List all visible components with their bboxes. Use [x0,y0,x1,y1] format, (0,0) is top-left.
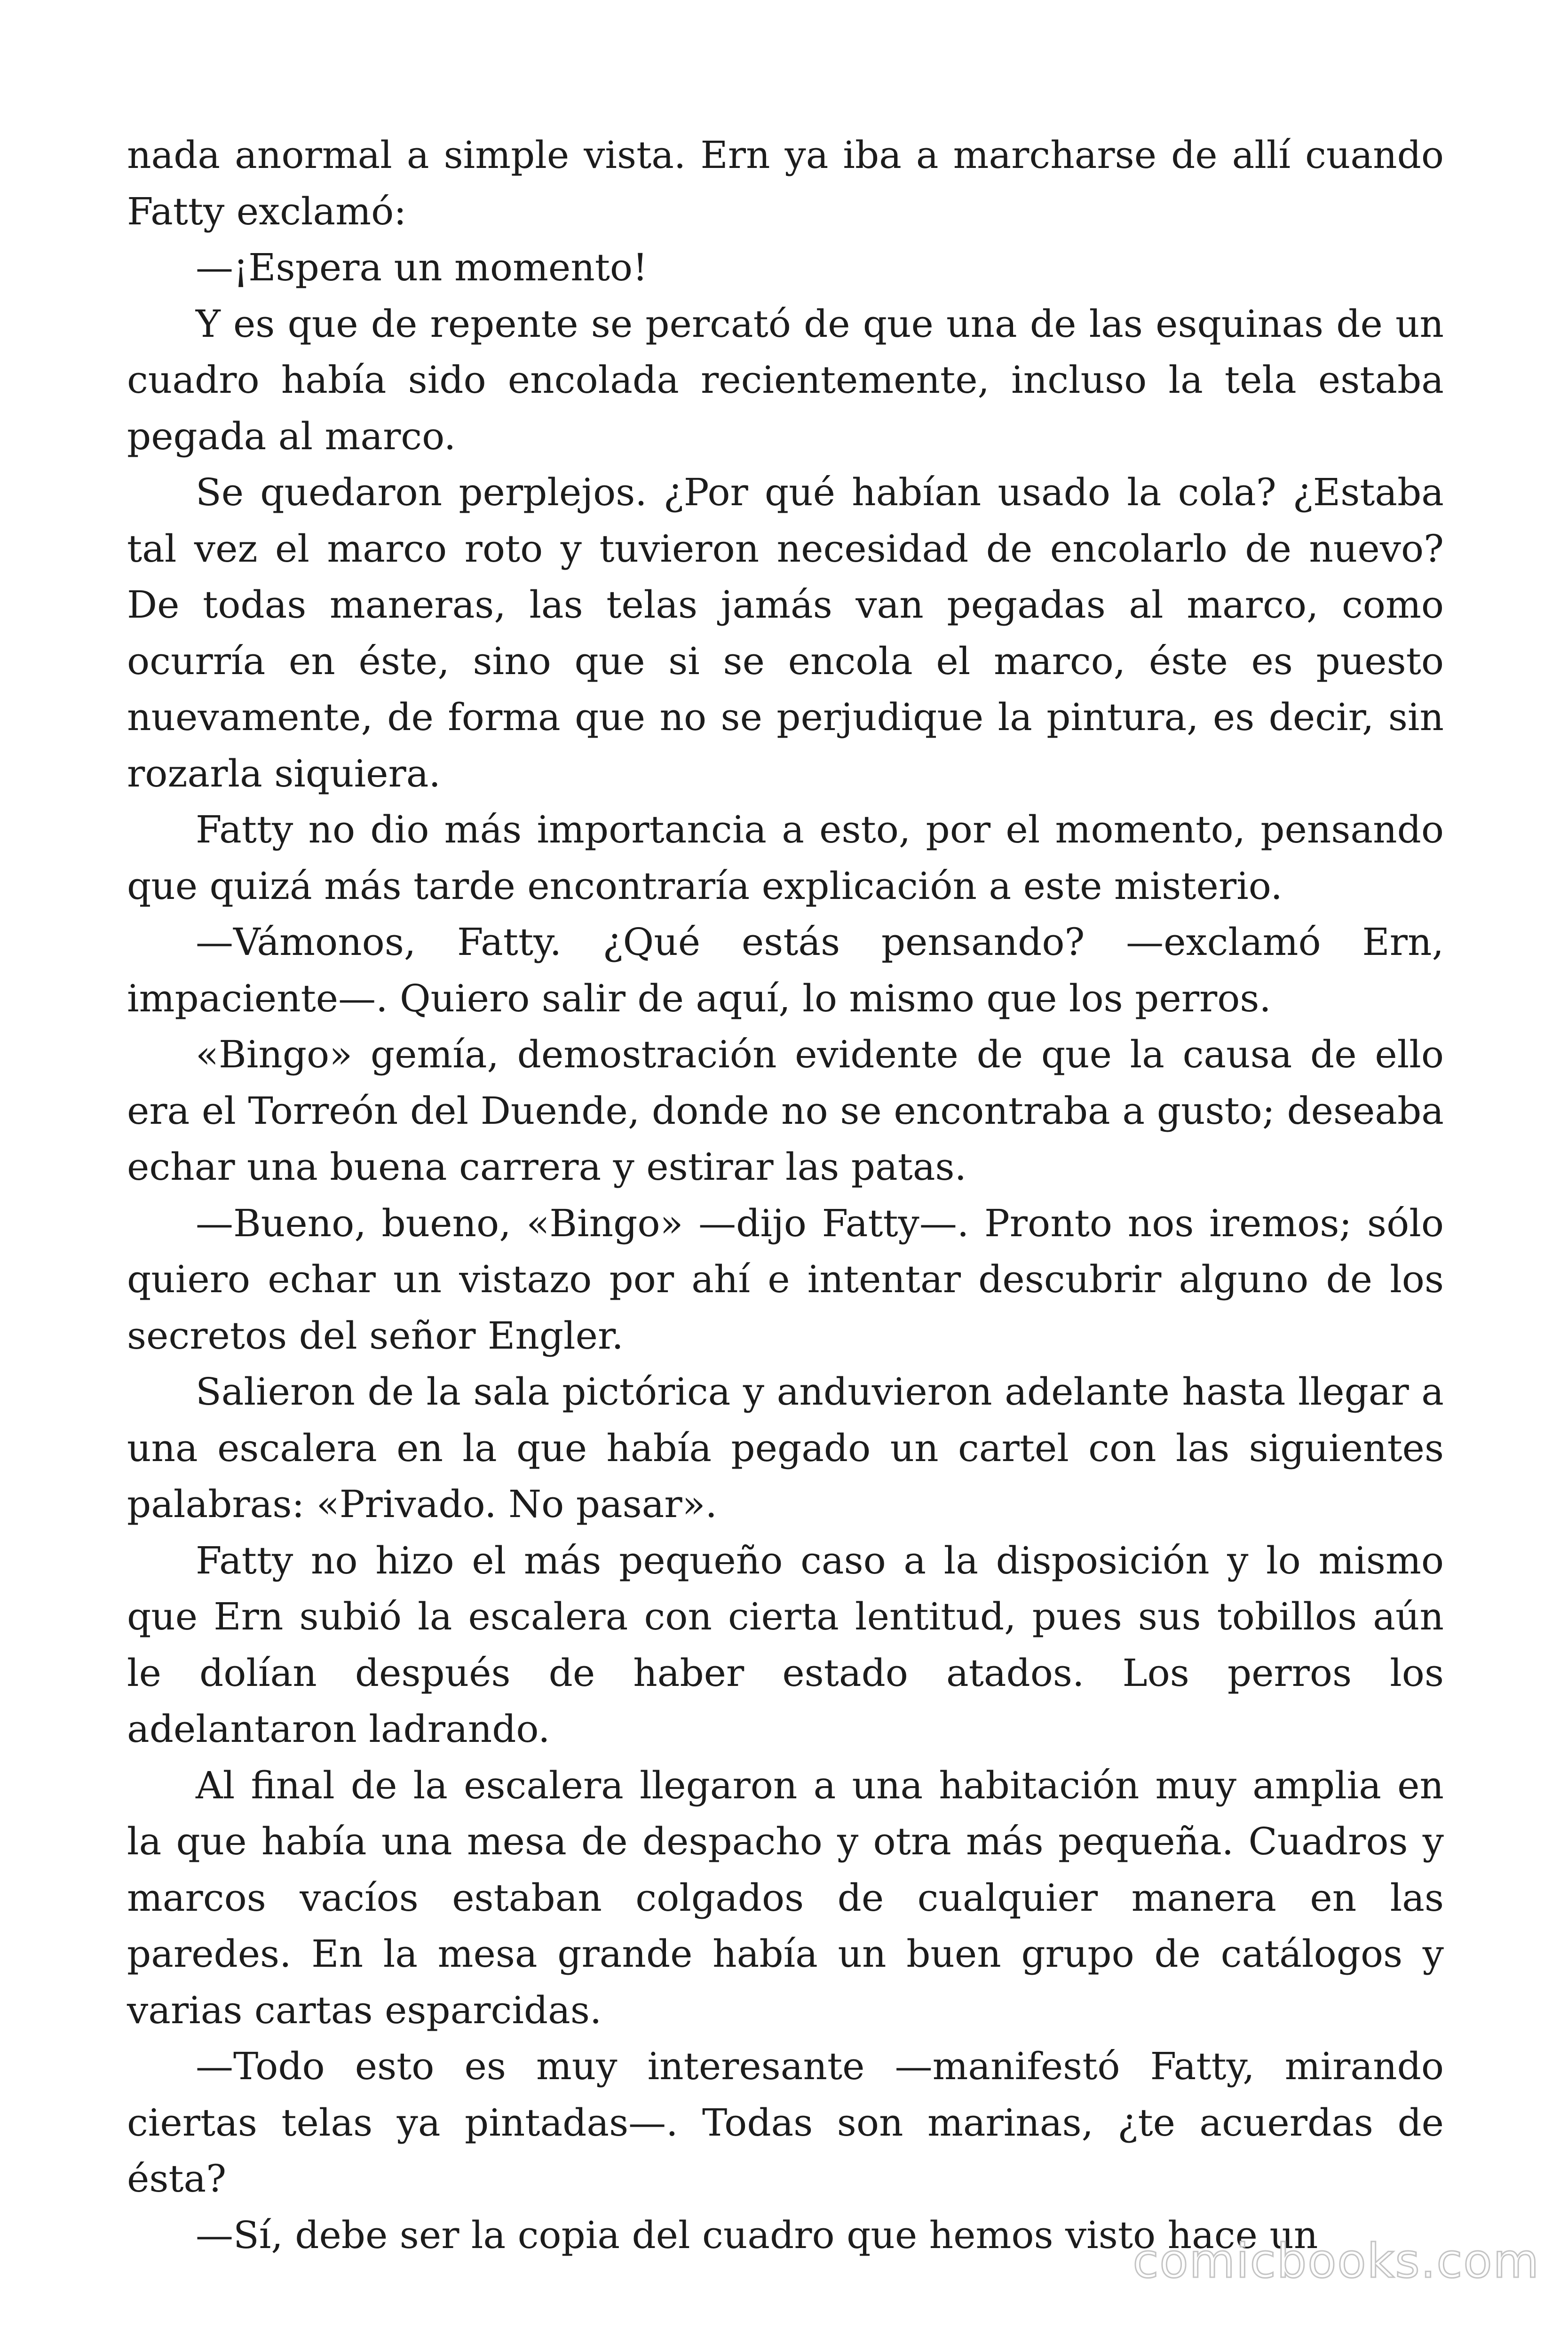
paragraph-3: Y es que de repente se percató de que una de las esquinas de un cuadro había sido encolada recientemente, incluso la tela estaba pegada al marco. [127,302,1444,458]
paragraph-1: nada anormal a simple vista. Ern ya iba a marcharse de allí cuando Fatty exclamó: [127,133,1444,233]
paragraph-8: —Bueno, bueno, «Bingo» —dijo Fatty—. Pronto nos iremos; sólo quiero echar un vistazo por ahí e intentar descubrir alguno de los secretos del señor Engler. [127,1201,1444,1358]
paragraph-12: —Todo esto es muy interesante —manifestó Fatty, mirando ciertas telas ya pintadas—. Todas son marinas, ¿te acuerdas de ésta? [127,2044,1444,2201]
paragraph-5: Fatty no dio más importancia a esto, por el momento, pensando que quizá más tarde encontraría explicación a este misterio. [127,808,1444,908]
paragraph-6: —Vámonos, Fatty. ¿Qué estás pensando? —exclamó Ern, impaciente—. Quiero salir de aquí, lo mismo que los perros. [127,920,1444,1020]
paragraph-10: Fatty no hizo el más pequeño caso a la disposición y lo mismo que Ern subió la escalera con cierta lentitud, pues sus tobillos aún le dolían después de haber estado atados. Los perros los adelantaron ladrando. [127,1538,1444,1751]
paragraph-13: —Sí, debe ser la copia del cuadro que hemos visto hace un [196,2213,1318,2257]
watermark: comicbooks.com [1132,2233,1540,2288]
paragraph-9: Salieron de la sala pictórica y anduvieron adelante hasta llegar a una escalera en la que había pegado un cartel con las siguientes palabras: «Privado. No pasar». [127,1370,1444,1526]
paragraph-2: —¡Espera un momento! [196,246,648,289]
paragraph-4: Se quedaron perplejos. ¿Por qué habían usado la cola? ¿Estaba tal vez el marco roto y tuvieron necesidad de encolarlo de nuevo? De todas maneras, las telas jamás van pegadas al marco, como ocurría en éste, sino que si se encola el marco, éste es puesto nuevamente, de forma que no se perjudique la pintura, es decir, sin rozarla siquiera. [127,470,1444,795]
paragraph-7: «Bingo» gemía, demostración evidente de que la causa de ello era el Torreón del Duende, donde no se encontraba a gusto; deseaba echar una buena carrera y estirar las patas. [127,1033,1444,1189]
paragraph-11: Al final de la escalera llegaron a una habitación muy amplia en la que había una mesa de despacho y otra más pequeña. Cuadros y marcos vacíos estaban colgados de cualquier manera en las paredes. En la mesa grande había un buen grupo de catálogos y varias cartas esparcidas. [127,1763,1444,2032]
book-page-text [127,127,1444,2263]
